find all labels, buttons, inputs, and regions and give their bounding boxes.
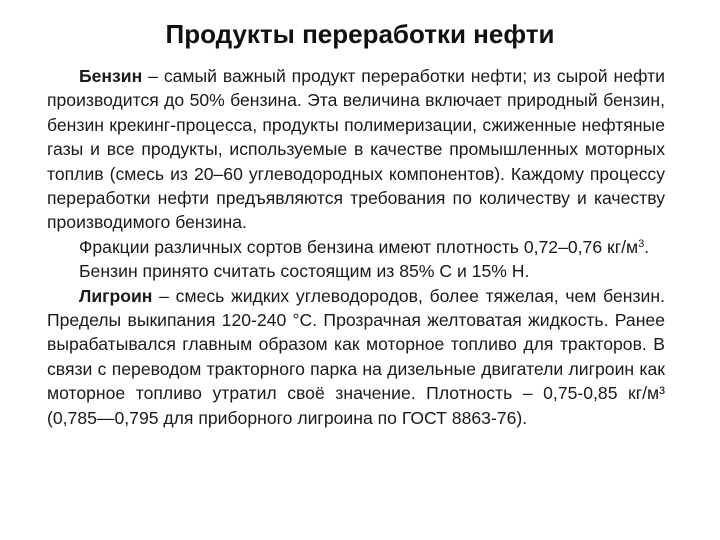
slide-body: [47, 64, 665, 430]
paragraph-density-text: Фракции различных сортов бензина имеют плотность 0,72–0,76 кг/м: [79, 236, 639, 257]
paragraph-composition: [47, 259, 665, 283]
term-ligroin: Лигроин: [79, 285, 153, 306]
slide-title: Продукты переработки нефти: [165, 19, 555, 49]
paragraph-gasoline: [47, 64, 665, 235]
paragraph-density: [47, 235, 665, 259]
paragraph-ligroin: [47, 284, 665, 430]
paragraph-density-tail: .: [644, 236, 650, 257]
term-gasoline: Бензин: [79, 66, 143, 86]
paragraph-ligroin-text: – смесь жидких углеводородов, более тяжелая, чем бензин. Пределы выкипания 120-240 °С. Прозрачная желтоватая жидкость. Ранее вырабатывался главным образом как моторное топливо для тракторов. В связи с переводом тракторного парка на дизельные двигатели лигроин как моторное топливо утратил своё значение. Плотность – 0,75-0,85 кг/м³ (0,785—0,795 для приборного лигроина по ГОСТ 8863-76).: [47, 285, 665, 428]
density-unit-superscript: 3: [638, 237, 645, 250]
paragraph-gasoline-text: – самый важный продукт переработки нефти; из сырой нефти производится до 50% бензина. Эта величина включает природный бензин, бензин крекинг-процесса, продукты полимеризации, сжиженные нефтяные газы и все продукты, используемые в качестве промышленных моторных топлив (смесь из 20–60 углеводородных компонентов). Каждому процессу переработки нефти предъявляются требования по количеству и качеству производимого бензина.: [47, 66, 665, 233]
paragraph-composition-text: Бензин принято считать состоящим из 85% C и 15% H.: [79, 261, 530, 282]
